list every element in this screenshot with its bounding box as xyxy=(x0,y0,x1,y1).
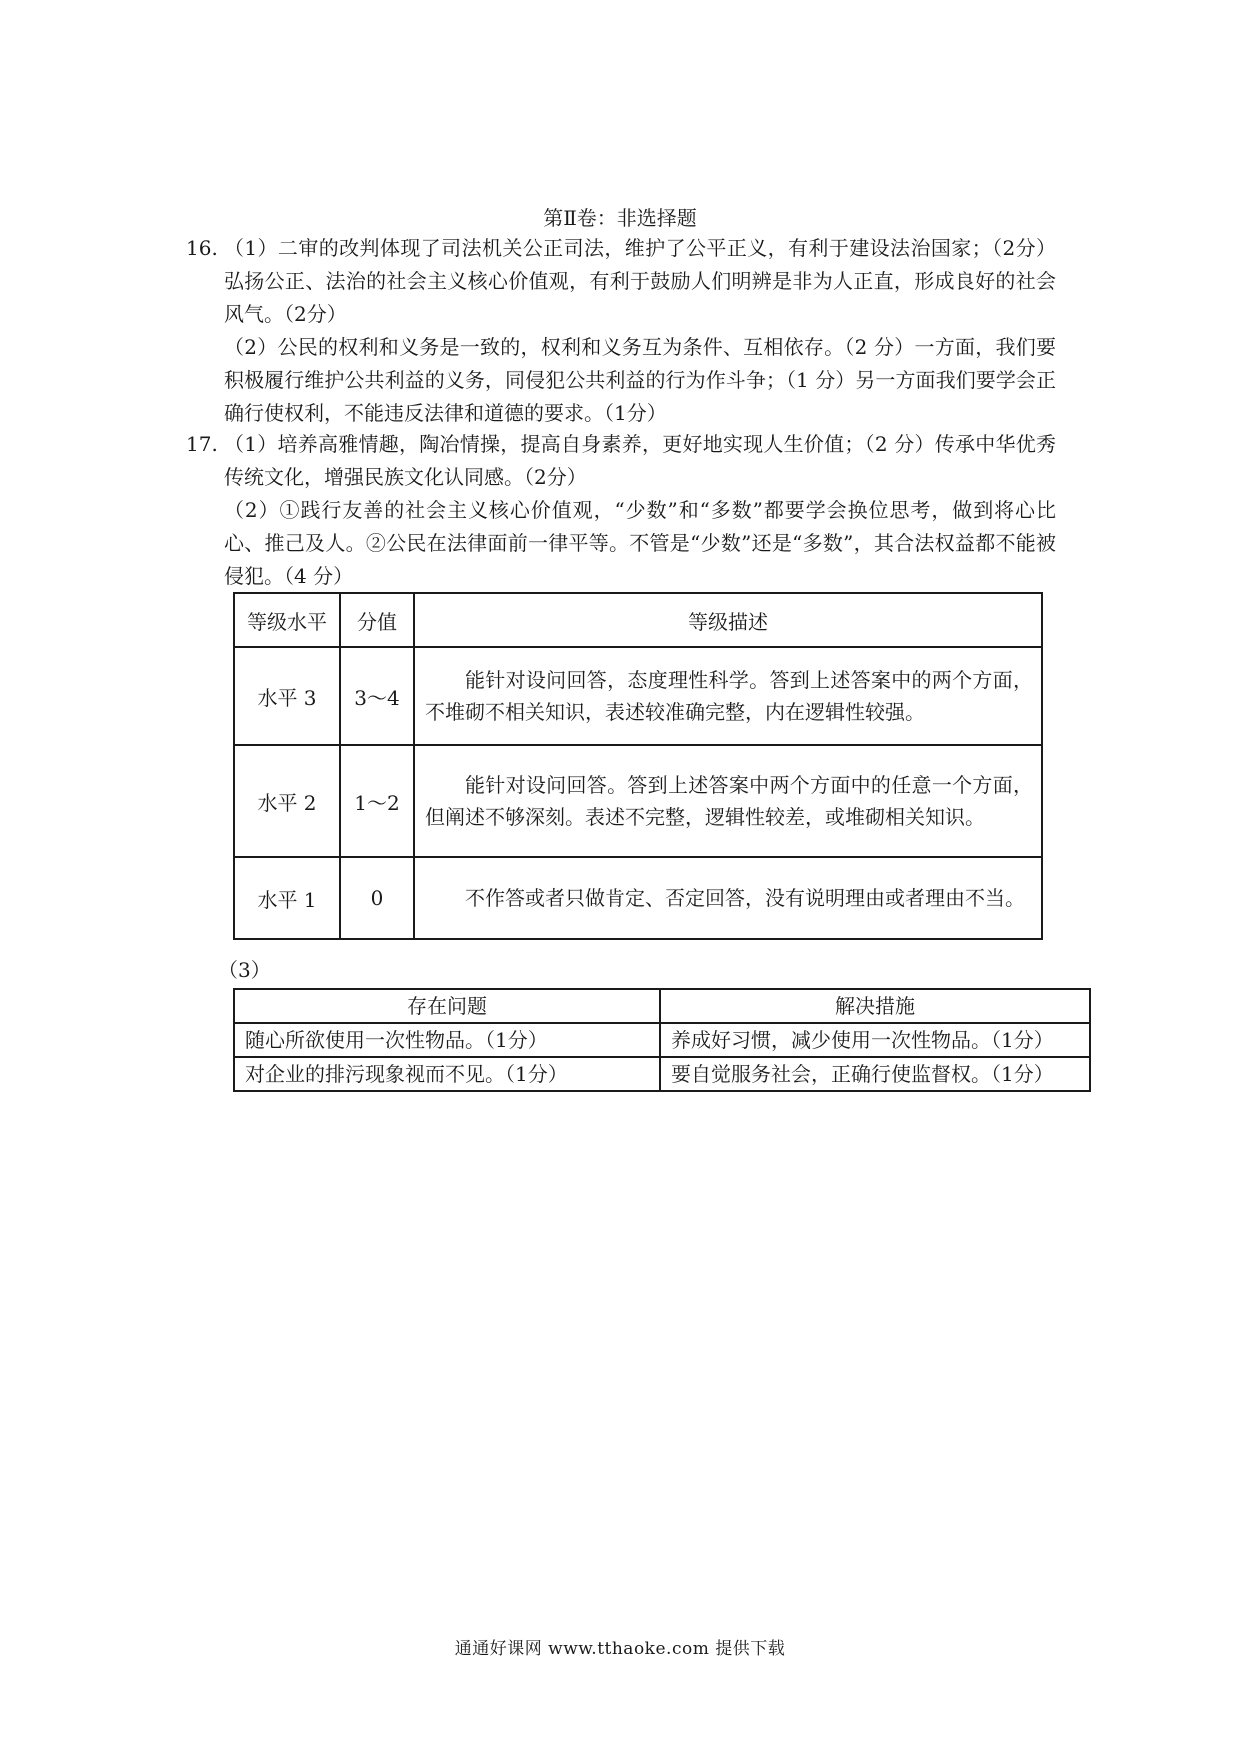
answer-part-1: （1）培养高雅情趣，陶冶情操，提高自身素养，更好地实现人生价值；（2 分）传承中华优秀传统文化，增强民族文化认同感。（2分） xyxy=(224,432,1056,489)
table-row xyxy=(234,1023,1090,1057)
score-cell: 0 xyxy=(340,857,414,939)
column-header: 分值 xyxy=(340,593,414,647)
answer-part-1: （1）二审的改判体现了司法机关公正司法，维护了公平正义，有利于建设法治国家；（2分）弘扬公正、法治的社会主义核心价值观，有利于鼓励人们明辨是非为人正直，形成良好的社会风气。（2分） xyxy=(224,236,1056,326)
table-row xyxy=(234,1057,1090,1091)
column-header: 等级水平 xyxy=(234,593,340,647)
question-17 xyxy=(186,428,1056,593)
problem-cell: 随心所欲使用一次性物品。（1分） xyxy=(234,1023,660,1057)
description-cell: 能针对设问回答。答到上述答案中两个方面中的任意一个方面，但阐述不够深刻。表述不完整，逻辑性较差，或堆砌相关知识。 xyxy=(414,745,1042,857)
answer-part-2: （2）公民的权利和义务是一致的，权利和义务互为条件、互相依存。（2 分）一方面，我们要积极履行维护公共利益的义务，同侵犯公共利益的行为作斗争；（1 分）另一方面我们要学会正确行使权利，不能违反法律和道德的要求。（1分） xyxy=(224,335,1056,425)
table-row xyxy=(234,857,1042,939)
level-cell: 水平 3 xyxy=(234,647,340,745)
score-cell: 1～2 xyxy=(340,745,414,857)
answer-part-2: （2）①践行友善的社会主义核心价值观，“少数”和“多数”都要学会换位思考，做到将心比心、推己及人。②公民在法律面前一律平等。不管是“少数”还是“多数”，其合法权益都不能被侵犯。（4 分） xyxy=(224,498,1056,588)
table-header-row xyxy=(234,593,1042,647)
question-16 xyxy=(186,232,1056,430)
level-cell: 水平 1 xyxy=(234,857,340,939)
measure-cell: 养成好习惯，减少使用一次性物品。（1分） xyxy=(660,1023,1090,1057)
question-number: 16. xyxy=(186,236,218,260)
grading-rubric-table xyxy=(233,592,1043,940)
column-header: 等级描述 xyxy=(414,593,1042,647)
table-row xyxy=(234,745,1042,857)
description-cell: 不作答或者只做肯定、否定回答，没有说明理由或者理由不当。 xyxy=(414,857,1042,939)
description-cell: 能针对设问回答，态度理性科学。答到上述答案中的两个方面，不堆砌不相关知识，表述较准确完整，内在逻辑性较强。 xyxy=(414,647,1042,745)
score-cell: 3～4 xyxy=(340,647,414,745)
section-title: 第Ⅱ卷：非选择题 xyxy=(543,206,697,230)
column-header: 解决措施 xyxy=(660,989,1090,1023)
measure-cell: 要自觉服务社会，正确行使监督权。（1分） xyxy=(660,1057,1090,1091)
part-3-label: （3） xyxy=(218,958,271,982)
problem-cell: 对企业的排污现象视而不见。（1分） xyxy=(234,1057,660,1091)
table-header-row xyxy=(234,989,1090,1023)
table-row xyxy=(234,647,1042,745)
question-number: 17. xyxy=(186,432,218,456)
problem-measure-table xyxy=(233,988,1091,1092)
page-footer: 通通好课网 www.tthaoke.com 提供下载 xyxy=(454,1639,786,1659)
column-header: 存在问题 xyxy=(234,989,660,1023)
level-cell: 水平 2 xyxy=(234,745,340,857)
